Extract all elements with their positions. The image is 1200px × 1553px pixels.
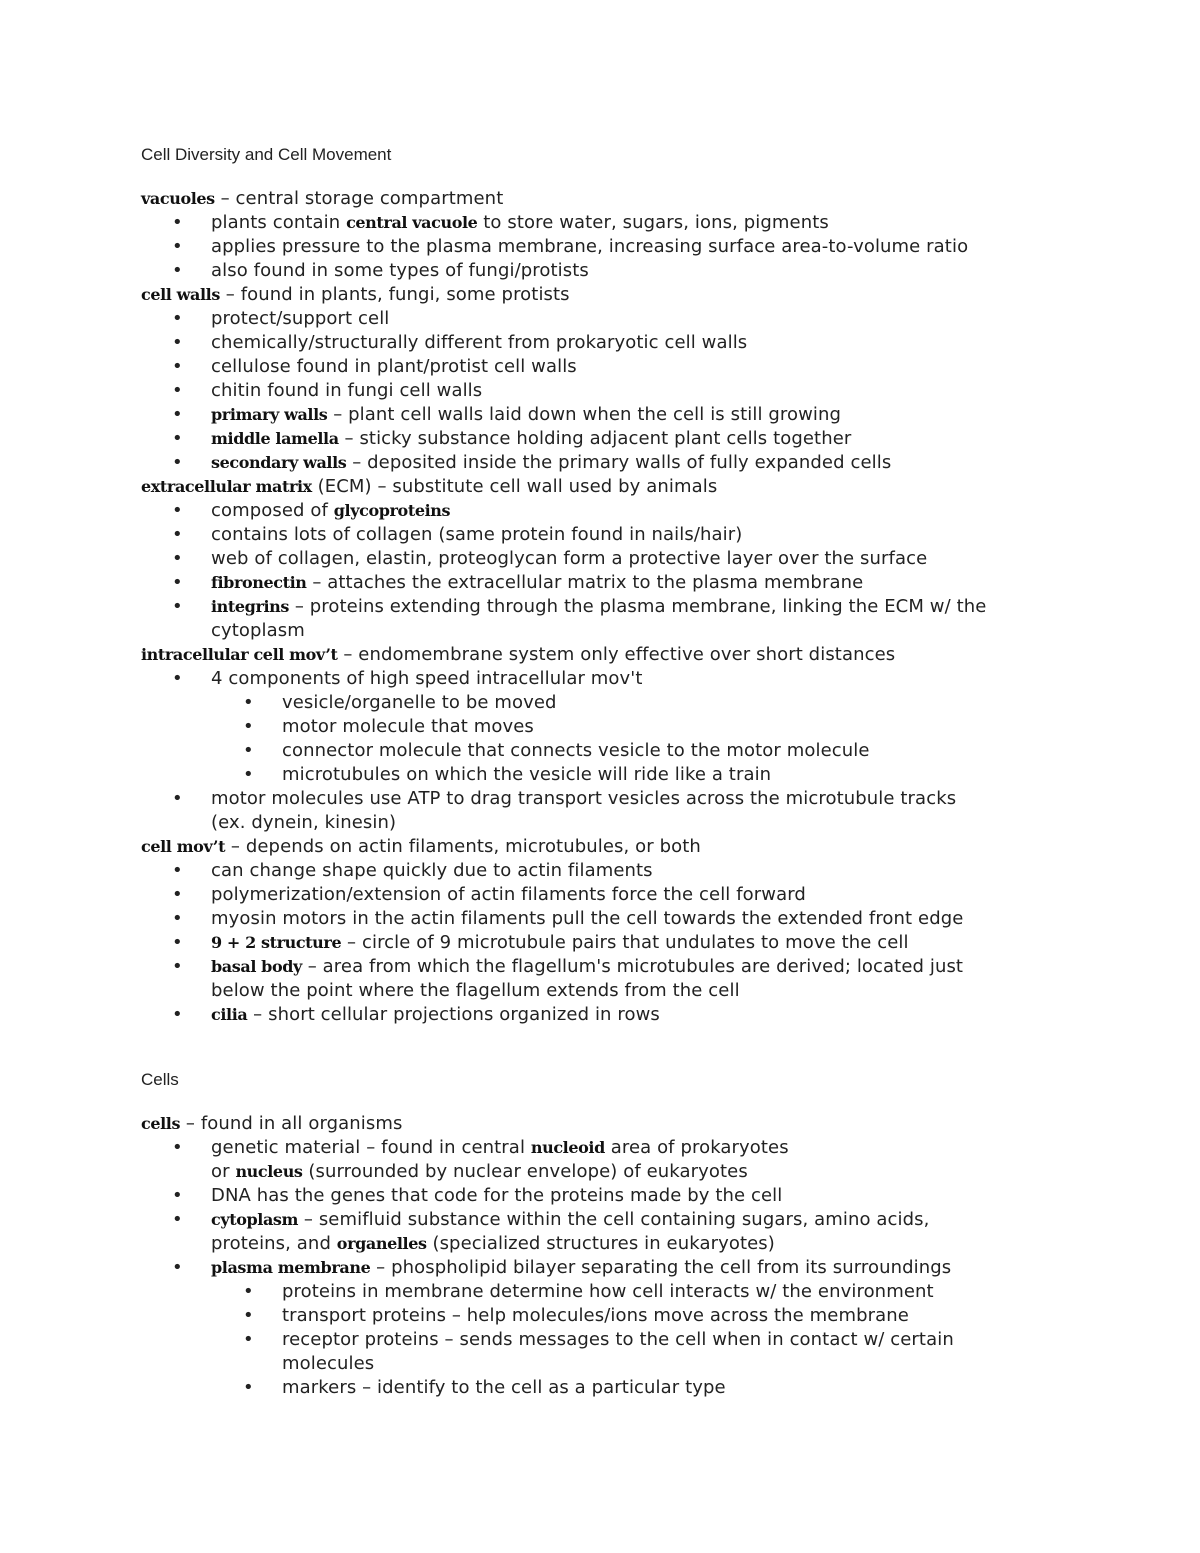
list-item: • also found in some types of fungi/protists <box>141 259 1101 283</box>
section-cell-diversity <box>141 143 1101 1027</box>
term-nucleus: nucleus <box>235 1162 303 1181</box>
sub-list-item: • microtubules on which the vesicle will ride like a train <box>141 763 1101 787</box>
list-item: • motor molecules use ATP to drag transport vesicles across the microtubule tracks <box>141 787 1101 811</box>
text: – deposited inside the primary walls of fully expanded cells <box>346 452 892 473</box>
text: – sticky substance holding adjacent plant cells together <box>338 428 852 449</box>
sub-list-item: • motor molecule that moves <box>141 715 1101 739</box>
definition: – central storage compartment <box>214 188 504 209</box>
term-central-vacuole: central vacuole <box>346 213 478 232</box>
term-plasma-membrane: plasma membrane <box>211 1258 371 1277</box>
list-item: • can change shape quickly due to actin filaments <box>141 859 1101 883</box>
term-cytoplasm: cytoplasm <box>211 1210 299 1229</box>
sub-list-item: • vesicle/organelle to be moved <box>141 691 1101 715</box>
term-line-intracellular <box>141 643 1101 667</box>
list-item-continuation <box>141 1232 1101 1256</box>
list-item <box>141 451 1101 475</box>
term-cell-movt: cell mov’t <box>141 837 226 856</box>
list-item: • polymerization/extension of actin filaments force the cell forward <box>141 883 1101 907</box>
term-cell-walls: cell walls <box>141 285 220 304</box>
list-item: • DNA has the genes that code for the proteins made by the cell <box>141 1184 1101 1208</box>
sub-list-item: • receptor proteins – sends messages to the cell when in contact w/ certain <box>141 1328 1101 1352</box>
text: (specialized structures in eukaryotes) <box>426 1233 775 1254</box>
definition: – depends on actin filaments, microtubules, or both <box>225 836 701 857</box>
list-item: • applies pressure to the plasma membrane, increasing surface area-to-volume ratio <box>141 235 1101 259</box>
term-cilia: cilia <box>211 1005 248 1024</box>
sub-list-item-continuation: molecules <box>282 1353 375 1374</box>
list-item <box>141 403 1101 427</box>
list-item-continuation <box>141 1160 1101 1184</box>
list-item: • 4 components of high speed intracellular mov't <box>141 667 1101 691</box>
text: – semifluid substance within the cell containing sugars, amino acids, <box>298 1209 930 1230</box>
list-item: • cellulose found in plant/protist cell walls <box>141 355 1101 379</box>
sub-list-item: • connector molecule that connects vesicle to the motor molecule <box>141 739 1101 763</box>
list-item <box>141 1136 1101 1160</box>
list-item: • chitin found in fungi cell walls <box>141 379 1101 403</box>
text: to store water, sugars, ions, pigments <box>477 212 829 233</box>
list-item: • protect/support cell <box>141 307 1101 331</box>
term-line-cell-walls <box>141 283 1101 307</box>
list-item-continuation: below the point where the flagellum extends from the cell <box>211 980 740 1001</box>
term-line-cell-movt <box>141 835 1101 859</box>
sub-list-item: • proteins in membrane determine how cell interacts w/ the environment <box>141 1280 1101 1304</box>
text: (surrounded by nuclear envelope) of eukaryotes <box>302 1161 748 1182</box>
term-basal-body: basal body <box>211 957 302 976</box>
text: genetic material – found in central <box>211 1137 531 1158</box>
list-item <box>141 595 1101 619</box>
definition: (ECM) – substitute cell wall used by animals <box>311 476 718 497</box>
text: – circle of 9 microtubule pairs that undulates to move the cell <box>341 932 909 953</box>
list-item <box>141 931 1101 955</box>
term-fibronectin: fibronectin <box>211 573 307 592</box>
list-item: • web of collagen, elastin, proteoglycan form a protective layer over the surface <box>141 547 1101 571</box>
term-line-vacuoles <box>141 187 1101 211</box>
text: – plant cell walls laid down when the cell is still growing <box>327 404 842 425</box>
term-line-ecm <box>141 475 1101 499</box>
text: – area from which the flagellum's microtubules are derived; located just <box>301 956 964 977</box>
definition: – found in all organisms <box>180 1113 403 1134</box>
list-item-continuation: cytoplasm <box>211 620 305 641</box>
term-intracellular-cell-movt: intracellular cell mov’t <box>141 645 338 664</box>
list-item: • chemically/structurally different from prokaryotic cell walls <box>141 331 1101 355</box>
list-item <box>141 1208 1101 1232</box>
list-item-continuation: (ex. dynein, kinesin) <box>211 812 397 833</box>
text: area of prokaryotes <box>604 1137 789 1158</box>
text: composed of <box>211 500 334 521</box>
term-extracellular-matrix: extracellular matrix <box>141 477 312 496</box>
term-secondary-walls: secondary walls <box>211 453 347 472</box>
section-title: Cells <box>141 1070 179 1089</box>
section-title: Cell Diversity and Cell Movement <box>141 145 392 164</box>
definition: – endomembrane system only effective over short distances <box>337 644 896 665</box>
term-vacuoles: vacuoles <box>141 189 215 208</box>
text: or <box>211 1161 236 1182</box>
term-middle-lamella: middle lamella <box>211 429 339 448</box>
term-organelles: organelles <box>336 1234 427 1253</box>
text: – proteins extending through the plasma membrane, linking the ECM w/ the <box>289 596 987 617</box>
list-item: • myosin motors in the actin filaments pull the cell towards the extended front edge <box>141 907 1101 931</box>
list-item <box>141 427 1101 451</box>
definition: – found in plants, fungi, some protists <box>219 284 570 305</box>
sub-list-item: • transport proteins – help molecules/ions move across the membrane <box>141 1304 1101 1328</box>
text: plants contain <box>211 212 347 233</box>
text: – phospholipid bilayer separating the cell from its surroundings <box>370 1257 952 1278</box>
list-item <box>141 211 1101 235</box>
term-nucleoid: nucleoid <box>530 1138 605 1157</box>
term-cells: cells <box>141 1114 181 1133</box>
term-integrins: integrins <box>211 597 290 616</box>
sub-list-item: • markers – identify to the cell as a particular type <box>141 1376 1101 1400</box>
text: – short cellular projections organized in rows <box>247 1004 660 1025</box>
term-line-cells <box>141 1112 1101 1136</box>
text: – attaches the extracellular matrix to the plasma membrane <box>306 572 864 593</box>
text: proteins, and <box>211 1233 337 1254</box>
list-item <box>141 1003 1101 1027</box>
list-item <box>141 1256 1101 1280</box>
list-item <box>141 955 1101 979</box>
section-cells <box>141 1068 1101 1400</box>
list-item <box>141 499 1101 523</box>
term-9-2-structure: 9 + 2 structure <box>211 933 342 952</box>
term-glycoproteins: glycoproteins <box>333 501 451 520</box>
list-item: • contains lots of collagen (same protein found in nails/hair) <box>141 523 1101 547</box>
list-item <box>141 571 1101 595</box>
term-primary-walls: primary walls <box>211 405 328 424</box>
